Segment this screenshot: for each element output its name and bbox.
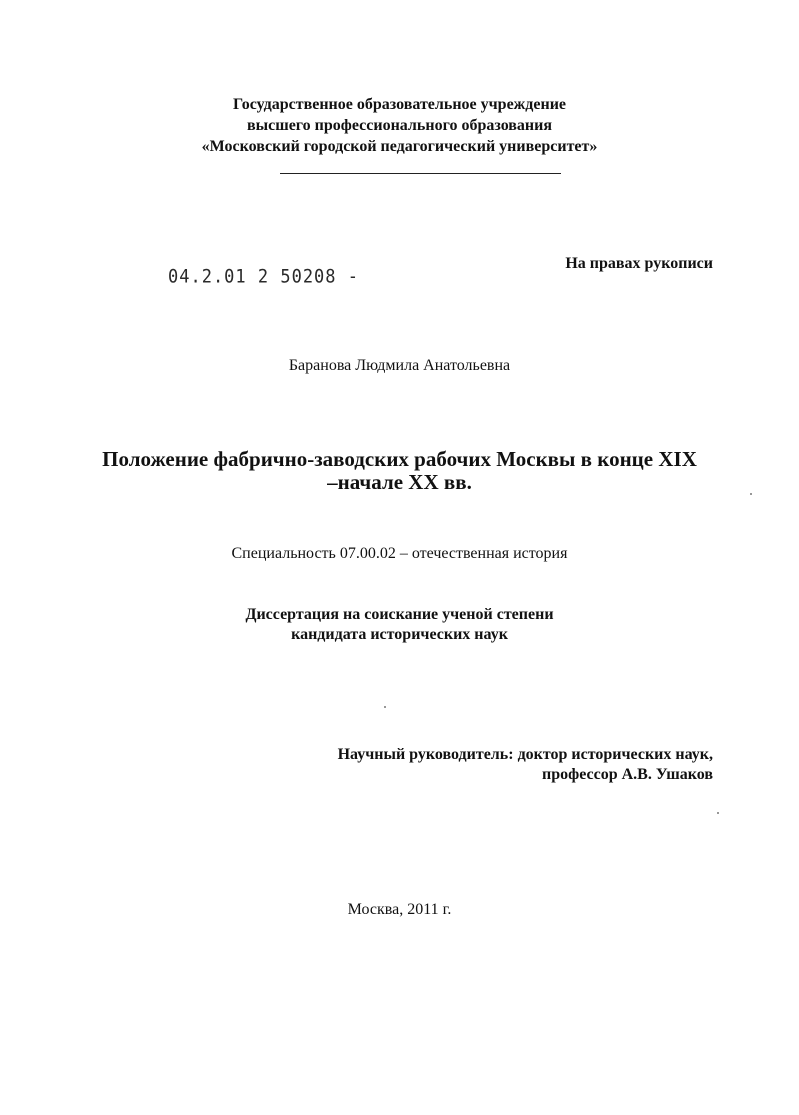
institution-header bbox=[0, 94, 799, 157]
institution-line-2: высшего профессионального образования bbox=[246, 117, 553, 134]
degree-line-1: Диссертация на соискание ученой степени bbox=[245, 606, 554, 623]
scan-speck bbox=[717, 812, 719, 814]
institution-line-3: «Московский городской педагогический университет» bbox=[201, 138, 598, 155]
scientific-supervisor bbox=[338, 745, 713, 785]
dissertation-title bbox=[0, 448, 799, 494]
scan-speck bbox=[384, 706, 386, 708]
registration-number-stamp: 04.2.01 2 50208 - bbox=[168, 266, 359, 288]
degree-statement bbox=[0, 605, 799, 645]
manuscript-rights-label: На правах рукописи bbox=[565, 255, 713, 272]
supervisor-line-2: профессор А.В. Ушаков bbox=[542, 766, 713, 783]
author-name: Баранова Людмила Анатольевна bbox=[288, 357, 511, 374]
scan-speck bbox=[750, 493, 752, 495]
title-line-2: –начале XX вв. bbox=[327, 470, 472, 494]
city-and-year: Москва, 2011 г. bbox=[347, 901, 452, 918]
header-divider bbox=[280, 173, 561, 174]
degree-line-2: кандидата исторических наук bbox=[291, 626, 508, 643]
institution-line-1: Государственное образовательное учреждение bbox=[232, 96, 567, 113]
title-line-1: Положение фабрично-заводских рабочих Москвы в конце XIX bbox=[102, 447, 697, 471]
supervisor-line-1: Научный руководитель: доктор исторических наук, bbox=[337, 746, 713, 763]
specialty-line: Специальность 07.00.02 – отечественная история bbox=[231, 545, 568, 562]
